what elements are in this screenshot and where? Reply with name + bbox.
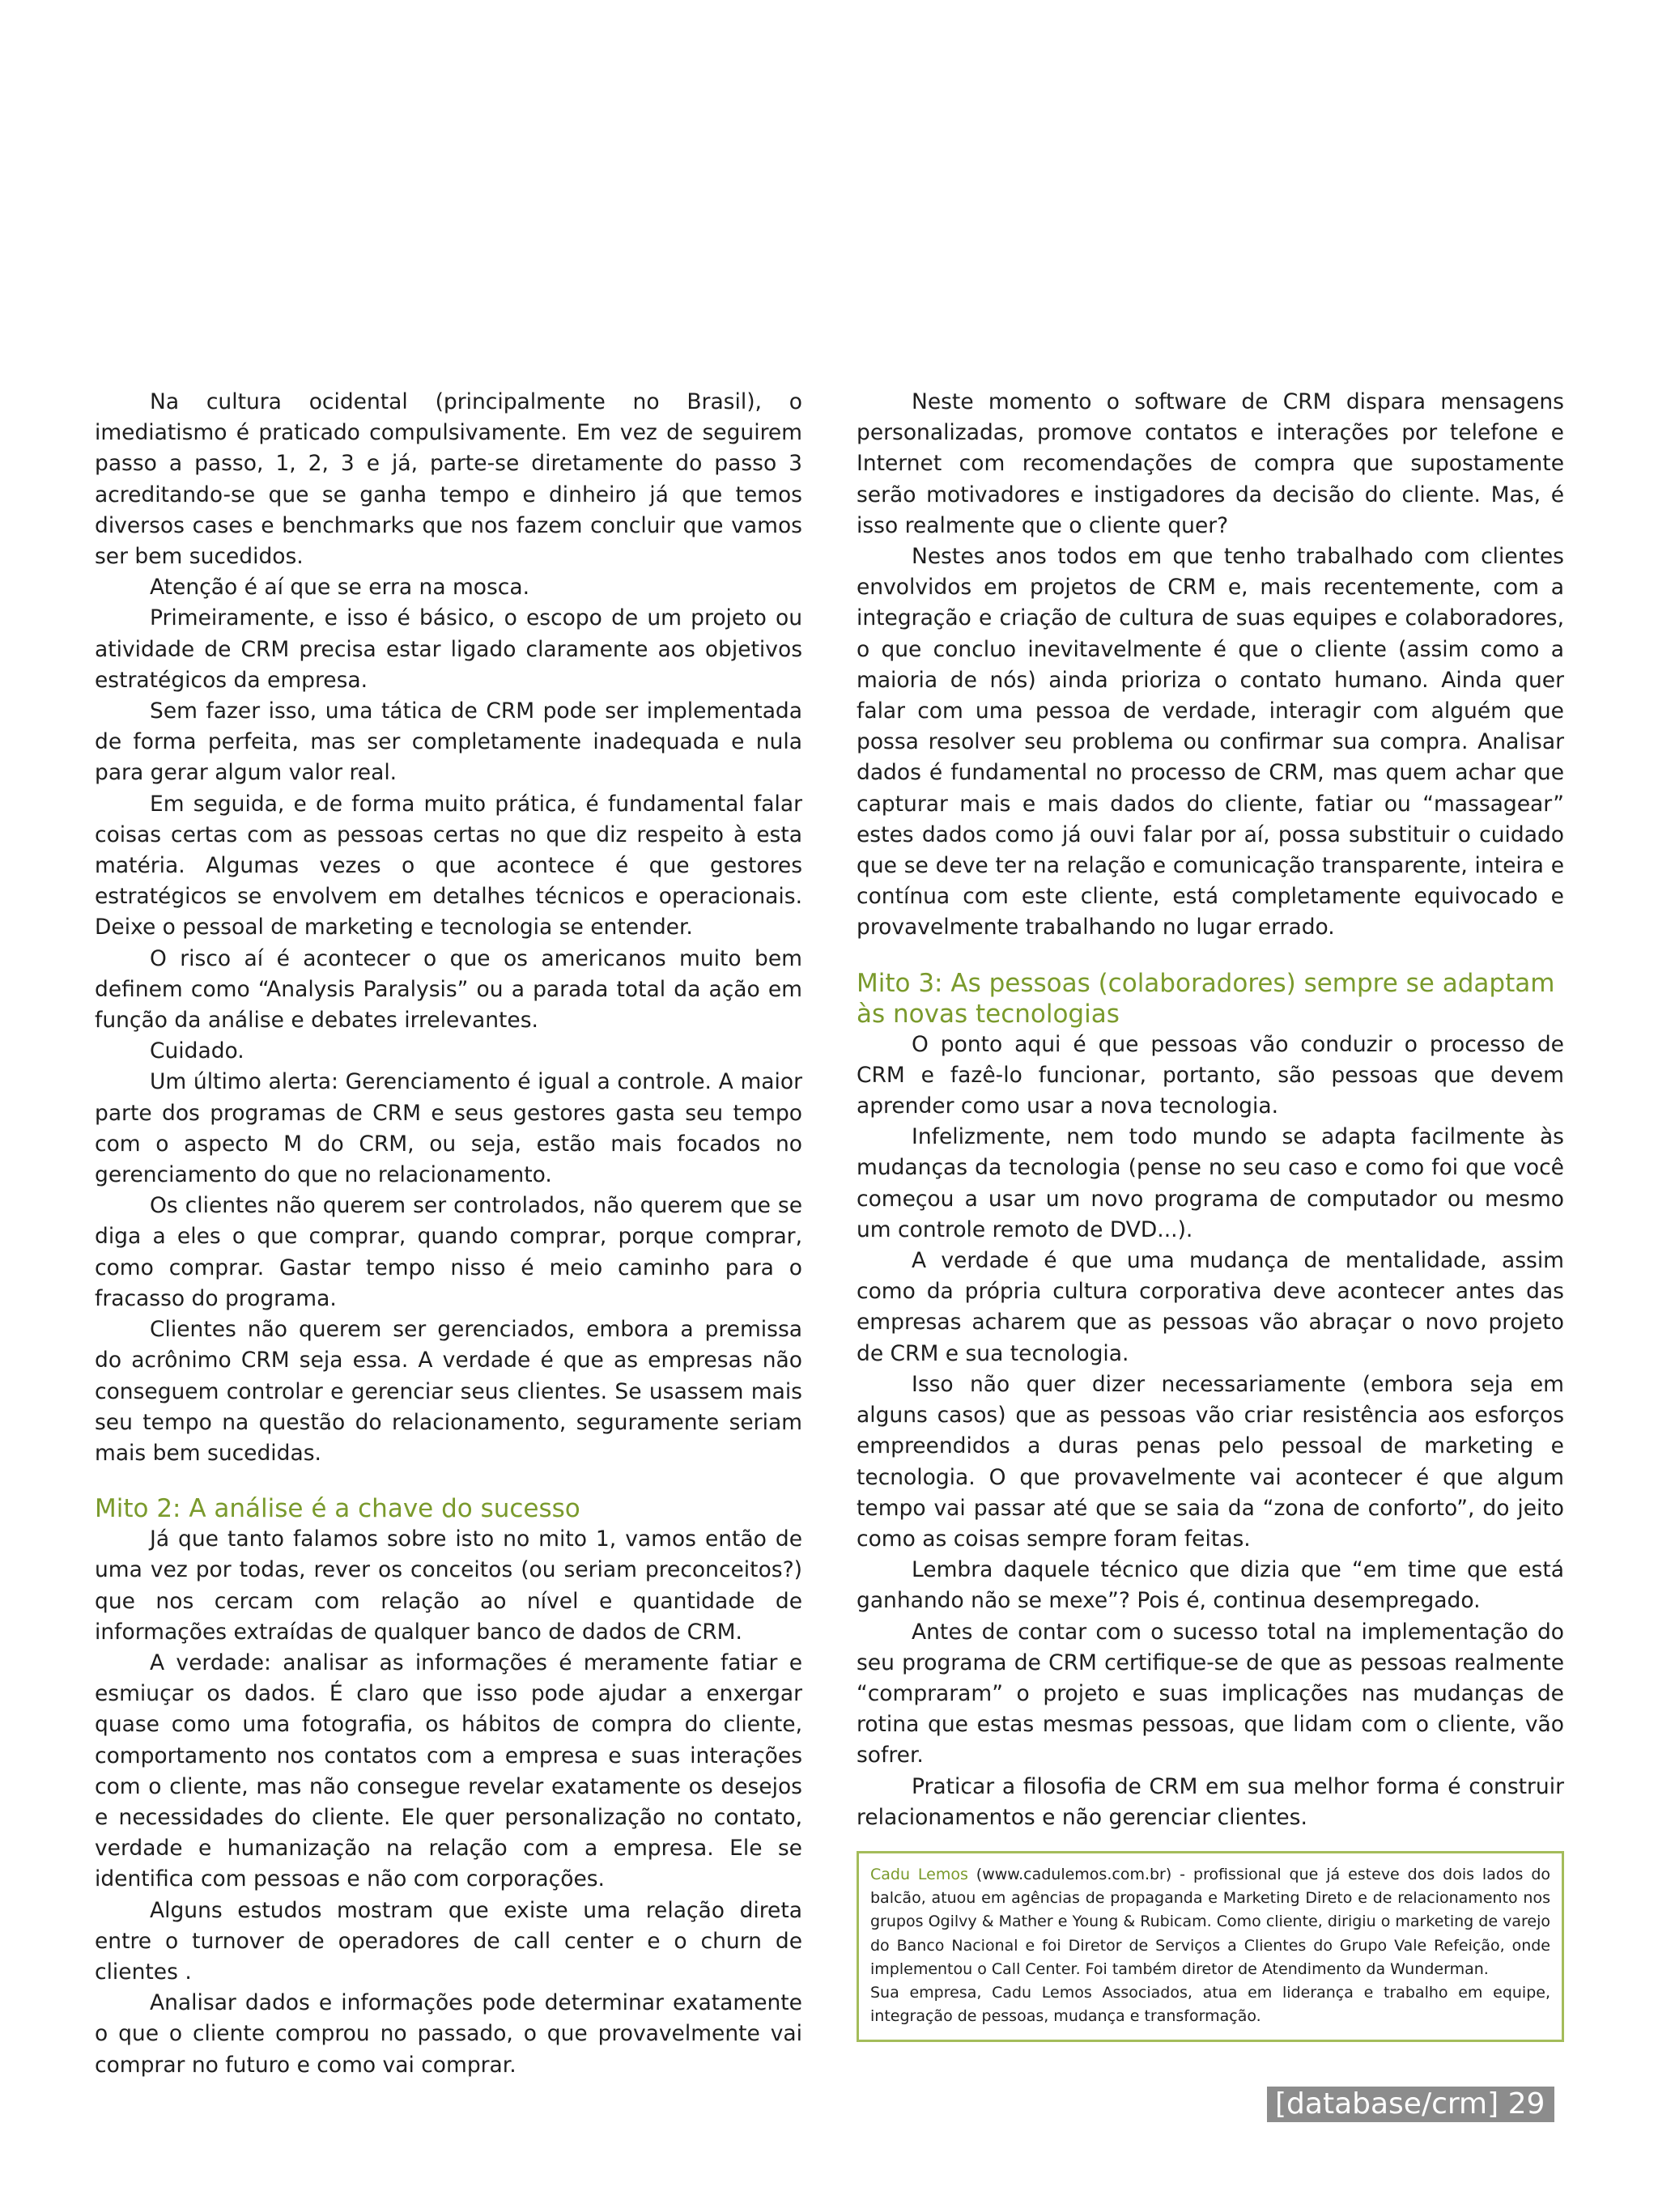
body-paragraph: Lembra daquele técnico que dizia que “em time que está ganhando não se mexe”? Pois é, continua desempregado. (857, 1557, 1564, 1614)
right-column (857, 387, 1564, 2042)
body-paragraph: Nestes anos todos em que tenho trabalhado com clientes envolvidos em projetos de CRM e, mais recentemente, com a integração e criação de cultura de suas equipes e colaboradores, o que concluo inevitavelmente é que o cliente (assim como a maioria de nós) ainda prioriza o contato humano. Ainda quer falar com uma pessoa de verdade, interagir com alguém que possa resolver seu problema ou confirmar sua compra. Analisar dados é fundamental no processo de CRM, mas quem achar que capturar mais e mais dados do cliente, fatiar ou “massagear” estes dados como já ouvi falar por aí, possa substituir o cuidado que se deve ter na relação e comunicação transparente, inteira e contínua com este cliente, está completamente equivocado e provavelmente trabalhando no lugar errado. (857, 544, 1564, 940)
body-paragraph: Um último alerta: Gerenciamento é igual a controle. A maior parte dos programas de CRM e seus gestores gasta seu tempo com o aspecto M do CRM, ou seja, estão mais focados no gerenciamento do que no relacionamento. (95, 1069, 802, 1188)
author-company-text: Sua empresa, Cadu Lemos Associados, atua em liderança e trabalho em equipe, integração de pessoas, mudança e transformação. (870, 1983, 1550, 2026)
section-heading-mito-2: Mito 2: A análise é a chave do sucesso (95, 1494, 580, 1524)
body-paragraph: O ponto aqui é que pessoas vão conduzir o processo de CRM e fazê-lo funcionar, portanto, são pessoas que devem aprender como usar a nova tecnologia. (857, 1031, 1564, 1119)
body-paragraph: Neste momento o software de CRM dispara mensagens personalizadas, promove contatos e interações por telefone e Internet com recomendações de compra que supostamente serão motivadores e instigadores da decisão do cliente. Mas, é isso realmente que o cliente quer? (857, 389, 1564, 538)
body-paragraph: A verdade: analisar as informações é meramente fatiar e esmiuçar os dados. É claro que isso pode ajudar a enxergar quase como uma fotografia, os hábitos de compra do cliente, comportamento nos contatos com a empresa e suas interações com o cliente, mas não consegue revelar exatamente os desejos e necessidades do cliente. Ele quer personalização no contato, verdade e humanização na relação com a empresa. Ele se identifica com pessoas e não com corporações. (95, 1649, 802, 1892)
body-paragraph: Alguns estudos mostram que existe uma relação direta entre o turnover de operadores de call center e o churn de clientes . (95, 1897, 802, 1985)
body-paragraph: Já que tanto falamos sobre isto no mito 1, vamos então de uma vez por todas, rever os conceitos (ou seriam preconceitos?) que nos cercam com relação ao nível e quantidade de informações extraídas de qualquer banco de dados de CRM. (95, 1526, 802, 1645)
body-paragraph: Cuidado. (150, 1038, 244, 1064)
body-paragraph: Sem fazer isso, uma tática de CRM pode ser implementada de forma perfeita, mas ser completamente inadequada e nula para gerar algum valor real. (95, 698, 802, 786)
body-paragraph: Praticar a filosofia de CRM em sua melhor forma é construir relacionamentos e não gerenciar clientes. (857, 1773, 1564, 1830)
body-paragraph: A verdade é que uma mudança de mentalidade, assim como da própria cultura corporativa deve acontecer antes das empresas acharem que as pessoas vão abraçar o novo projeto de CRM e sua tecnologia. (857, 1248, 1564, 1366)
body-paragraph: Na cultura ocidental (principalmente no Brasil), o imediatismo é praticado compulsivamente. Em vez de seguirem passo a passo, 1, 2, 3 e já, parte-se diretamente do passo 3 acreditando-se que se ganha tempo e dinheiro já que temos diversos cases e benchmarks que nos fazem concluir que vamos ser bem sucedidos. (95, 389, 802, 570)
body-paragraph: Isso não quer dizer necessariamente (embora seja em alguns casos) que as pessoas vão criar resistência aos esforços empreendidos a duras penas pelo pessoal de marketing e tecnologia. O que provavelmente vai acontecer é que algum tempo vai passar até que se saia da “zona de conforto”, do jeito como as coisas sempre foram feitas. (857, 1371, 1564, 1552)
body-paragraph: Primeiramente, e isso é básico, o escopo de um projeto ou atividade de CRM precisa estar ligado claramente aos objetivos estratégicos da empresa. (95, 605, 802, 693)
author-bio-text (870, 1863, 1550, 1981)
body-paragraph: Clientes não querem ser gerenciados, embora a premissa do acrônimo CRM seja essa. A verdade é que as empresas não conseguem controlar e gerenciar seus clientes. Se usassem mais seu tempo na questão do relacionamento, seguramente seriam mais bem sucedidas. (95, 1317, 802, 1466)
body-paragraph: O risco aí é acontecer o que os americanos muito bem definem como “Analysis Paralysis” ou a parada total da ação em função da análise e debates irrelevantes. (95, 945, 802, 1034)
body-paragraph: Infelizmente, nem todo mundo se adapta facilmente às mudanças da tecnologia (pense no seu caso e como foi que você começou a usar um novo programa de computador ou mesmo um controle remoto de DVD...). (857, 1124, 1564, 1242)
body-paragraph: Atenção é aí que se erra na mosca. (150, 575, 530, 601)
author-name: Cadu Lemos (870, 1865, 968, 1883)
page-footer-label: [database/crm] 29 (1267, 2087, 1554, 2122)
author-bio-description: (www.cadulemos.com.br) - profissional que já esteve dos dois lados do balcão, atuou em agências de propaganda e Marketing Direto e de relacionamento nos grupos Ogilvy & Mather e Young & Rubicam. Como cliente, dirigiu o marketing de varejo do Banco Nacional e foi Diretor de Serviços a Clientes do Grupo Vale Refeição, onde implementou o Call Center. Foi também diretor de Atendimento da Wunderman. (870, 1865, 1551, 1978)
body-paragraph: Antes de contar com o sucesso total na implementação do seu programa de CRM certifique-se de que as pessoas realmente “compraram” o projeto e suas implicações nas mudanças de rotina que estas mesmas pessoas, que lidam com o cliente, vão sofrer. (857, 1619, 1564, 1768)
author-bio-box (857, 1851, 1564, 2042)
body-paragraph: Em seguida, e de forma muito prática, é fundamental falar coisas certas com as pessoas certas no que diz respeito à esta matéria. Algumas vezes o que acontece é que gestores estratégicos se envolvem em detalhes técnicos e operacionais. Deixe o pessoal de marketing e tecnologia se entender. (95, 791, 802, 940)
body-paragraph: Analisar dados e informações pode determinar exatamente o que o cliente comprou no passado, o que provavelmente vai comprar no futuro e como vai comprar. (95, 1990, 802, 2078)
section-heading-mito-3: Mito 3: As pessoas (colaboradores) sempre se adaptam às novas tecnologias (857, 968, 1555, 1029)
left-column (95, 387, 802, 2081)
body-paragraph: Os clientes não querem ser controlados, não querem que se diga a eles o que comprar, quando comprar, porque comprar, como comprar. Gastar tempo nisso é meio caminho para o fracasso do programa. (95, 1193, 802, 1311)
